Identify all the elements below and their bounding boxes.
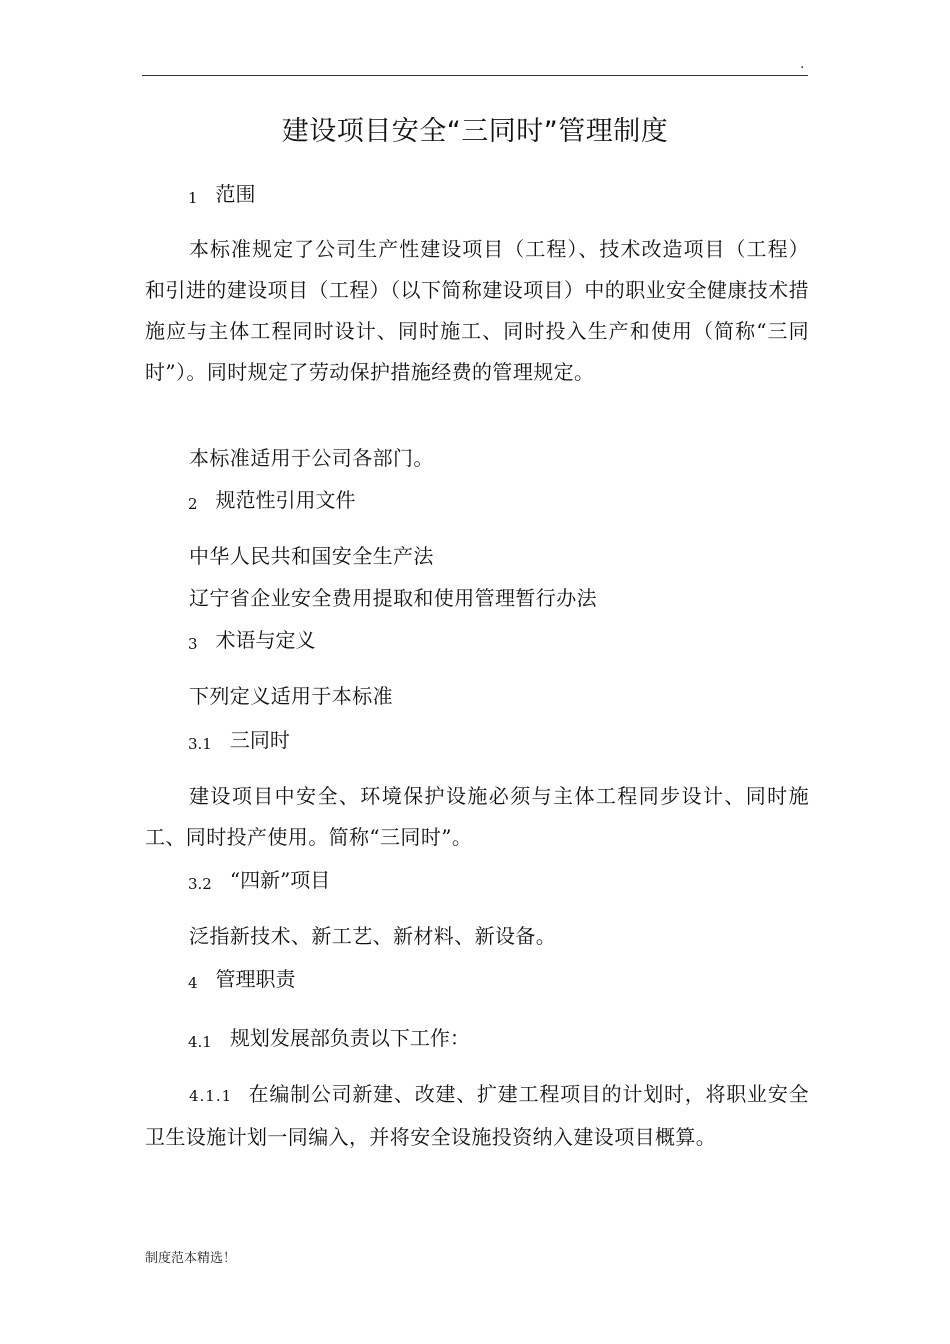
- section-heading-3-2: [188, 864, 330, 900]
- header-mark: .: [800, 56, 805, 72]
- section-number: 3.1: [188, 735, 212, 753]
- header-rule: [142, 75, 808, 76]
- section-heading-2: [188, 484, 356, 520]
- section-title: 术语与定义: [215, 628, 316, 652]
- footer-note: 制度范本精选！: [145, 1251, 237, 1266]
- section-heading-4-1: [188, 1022, 470, 1058]
- section-title: 管理职责: [215, 967, 296, 991]
- section-number: 4: [188, 974, 198, 992]
- paragraph-4-1-1: [145, 1074, 809, 1158]
- section-title: 规划发展部负责以下工作：: [229, 1026, 470, 1050]
- paragraph-text: 在编制公司新建、改建、扩建工程项目的计划时，将职业安全卫生设施计划一同编入，并将安全设施投资纳入建设项目概算。: [145, 1082, 809, 1149]
- section-number: 1: [188, 189, 198, 207]
- section-number: 3.2: [188, 875, 212, 893]
- paragraph-number: 4.1.1: [189, 1087, 233, 1105]
- section-heading-1: [188, 178, 256, 214]
- section-title: 规范性引用文件: [215, 488, 356, 512]
- section-heading-4: [188, 963, 296, 999]
- paragraph-scope: 本标准规定了公司生产性建设项目（工程）、技术改造项目（工程）和引进的建设项目（工程）（以下简称建设项目）中的职业安全健康技术措施应与主体工程同时设计、同时施工、同时投入生产和使用（简称“三同时”）。同时规定了劳动保护措施经费的管理规定。: [145, 237, 809, 384]
- paragraph-three-simultaneous: 建设项目中安全、环境保护设施必须与主体工程同步设计、同时施工、同时投产使用。简称“三同时”。: [145, 784, 809, 849]
- section-title: 范围: [215, 182, 256, 206]
- paragraph-applicability: 本标准适用于公司各部门。: [189, 446, 434, 470]
- section-heading-3: [188, 624, 316, 660]
- page-title: 建设项目安全“三同时”管理制度: [281, 116, 669, 147]
- section-number: 3: [188, 635, 198, 653]
- section-title: “四新”项目: [229, 868, 331, 892]
- section-heading-3-1: [188, 724, 290, 760]
- section-number: 2: [188, 495, 198, 513]
- paragraph-definitions-intro: 下列定义适用于本标准: [189, 684, 393, 708]
- reference-item: 辽宁省企业安全费用提取和使用管理暂行办法: [189, 586, 597, 610]
- section-title: 三同时: [229, 728, 290, 752]
- section-number: 4.1: [188, 1033, 212, 1051]
- paragraph-four-new: 泛指新技术、新工艺、新材料、新设备。: [189, 924, 557, 948]
- reference-item: 中华人民共和国安全生产法: [189, 544, 434, 568]
